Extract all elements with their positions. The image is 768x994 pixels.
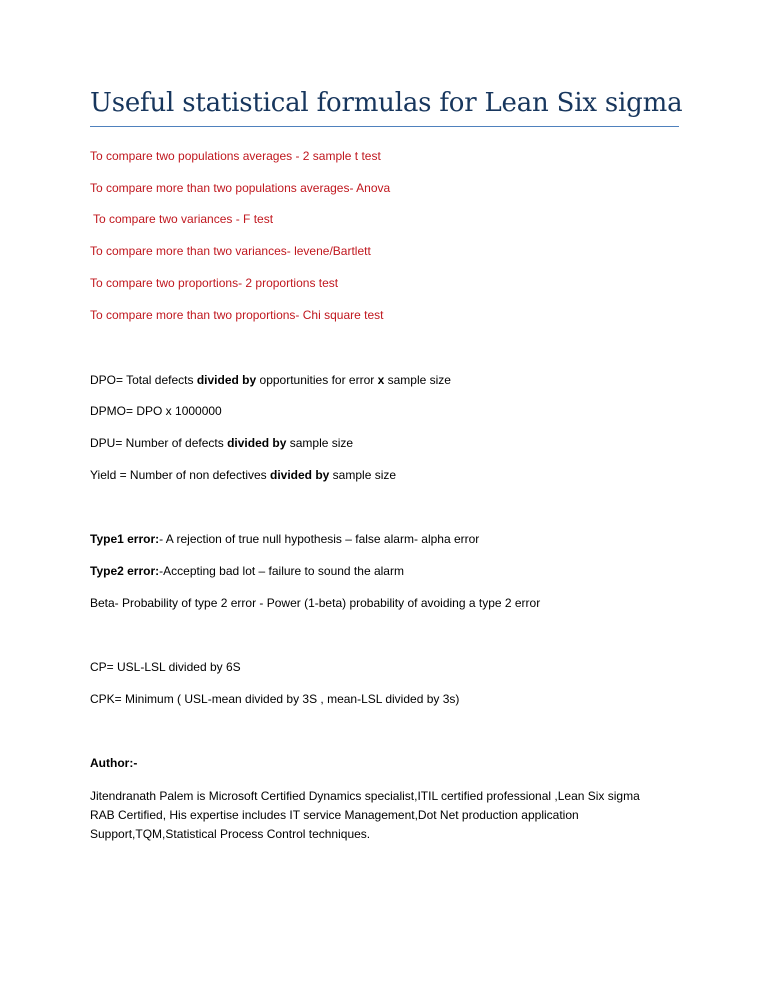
test-line: To compare more than two populations averages- Anova — [90, 181, 391, 195]
yield-formula: Yield = Number of non defectives divided by sample size — [90, 468, 397, 482]
test-line: To compare more than two variances- levene/Bartlett — [90, 244, 371, 258]
cp-formula: CP= USL-LSL divided by 6S — [90, 660, 241, 674]
test-line: To compare two populations averages - 2 sample t test — [90, 149, 381, 163]
test-line: To compare more than two proportions- Chi square test — [90, 308, 384, 322]
document-title: Useful statistical formulas for Lean Six sigma — [90, 88, 683, 118]
dpo-formula: DPO= Total defects divided by opportunities for error x sample size — [90, 373, 451, 387]
author-bio-line: Support,TQM,Statistical Process Control techniques. — [90, 827, 371, 841]
type1-error: Type1 error:- A rejection of true null hypothesis – false alarm- alpha error — [90, 532, 480, 546]
test-line: To compare two proportions- 2 proportions test — [90, 276, 339, 290]
beta-definition: Beta- Probability of type 2 error - Power (1-beta) probability of avoiding a type 2 error — [90, 596, 541, 610]
author-heading: Author:- — [90, 756, 138, 770]
cpk-formula: CPK= Minimum ( USL-mean divided by 3S , mean-LSL divided by 3s) — [90, 692, 460, 706]
test-line: To compare two variances - F test — [93, 212, 274, 226]
type2-error: Type2 error:-Accepting bad lot – failure to sound the alarm — [90, 564, 404, 578]
author-bio-line: Jitendranath Palem is Microsoft Certified Dynamics specialist,ITIL certified professional ,Lean Six sigma — [90, 789, 640, 803]
author-bio-line: RAB Certified, His expertise includes IT service Management,Dot Net production application — [90, 808, 579, 822]
title-underline — [90, 126, 679, 127]
author-bio — [90, 787, 690, 844]
dpmo-formula: DPMO= DPO x 1000000 — [90, 404, 222, 418]
dpu-formula: DPU= Number of defects divided by sample size — [90, 436, 354, 450]
